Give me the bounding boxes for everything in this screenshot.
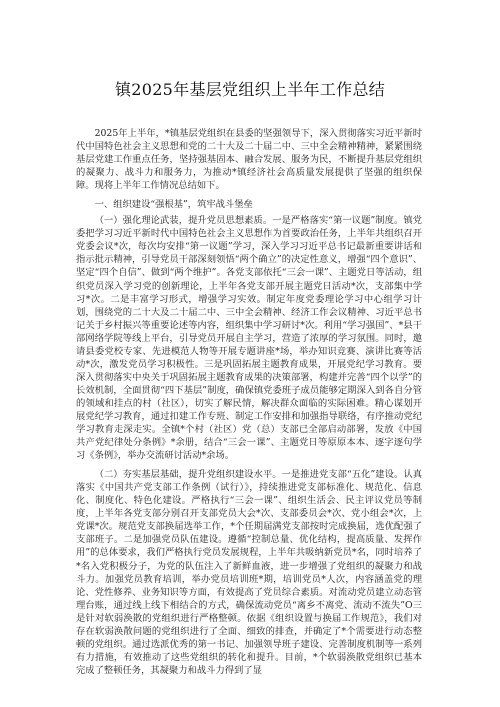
subsection-paragraph-1: （一）强化理论武装，提升党员思想素质。一是严格落实“第一议题”制度。镇党委把学习习近平新时代中国特色社会主义思想作为首要政治任务，上半年共组织召开党委会议*次，每次均安排“第一议题”学习，深入学习习近平总书记最新重要讲话和指示批示精神，引导党员干部深刻领悟“两个确立”的决定性意义，增强“四个意识”、坚定“四个自信”、做到“两个维护”。各党支部依托“三会一课”、主题党日等活动，组织党员深入学习党的创新理论，上半年各党支部开展主题党日活动*次，支部集中学习*次。二是丰富学习形式，增强学习实效。制定年度党委理论学习中心组学习计划，围绕党的二十大及二十届二中、三中全会精神、经济工作会议精神、习近平总书记关于乡村振兴等重要论述等内容，组织集中学习研讨*次。利用“学习强国”、*县干部网络学院等线上平台，引导党员开展自主学习，营造了浓厚的学习氛围。同时，邀请县委党校专家、先进模范人物等开展专题讲座*场，举办知识竞赛、演讲比赛等活动*次，激发党员学习积极性。三是巩固拓展主题教育成果，开展党纪学习教育。要深入贯彻落实中央关于巩固拓展主题教育成果的决策部署，构建并完善“四个以学”的长效机制，全面贯彻“四下基层”制度，确保镇党委班子成员能够定期深入到各自分管的领域和挂点的村（社区），切实了解民情，解决群众面临的实际困难。精心谋划开展党纪学习教育，通过扣建工作专班、制定工作安排和加强指导联络，有序推动党纪学习教育走深走实。全镇*个村（社区）党（总）支部已全部启动部署，发放《中国共产党纪律处分条例》*余册，结合“三会一课”、主题党日等原原本本、逐字逐句学习《条例》，举办交流研讨活动*余场。 xyxy=(76,215,422,462)
section-heading-1: 一、组织建设“强根基”，筑牢战斗堡垒 xyxy=(94,199,253,211)
document-body xyxy=(76,127,422,677)
subsection-paragraph-2: （二）夯实基层基础，提升党组织建设水平。一是推进党支部“五化”建设。认真落实《中国共产党支部工作条例（试行）》，持续推进党支部标准化、规范化、信息化、制度化、特色化建设。严格执行“三会一课”、组织生活会、民主评议党员等制度，上半年各党支部分别召开支部党员大会*次、支部委员会*次、党小组会*次，上党课*次。规范党支部换届选举工作，*个任期届满党支部按时完成换届，选优配强了支部班子。二是加强党员队伍建设。遵循“控制总量、优化结构，提高质量、发挥作用”的总体要求，我们严格执行党员发展规程，上半年共吸纳新党员*名，同时培养了*名入党积极分子，为党的队伍注入了新鲜血液，进一步增强了党组织的凝聚力和战斗力。加强党员教育培训，举办党员培训班*期，培训党员*人次，内容涵盖党的理论、党性修养、业务知识等方面，有效提高了党员综合素质。对流动党员建立动态管理台账，通过线上线下相结合的方式，确保流动党员“离乡不离党、流动不流失”O三是针对软弱涣散的党组织进行严格整顿。依据《组织设置与换届工作规范》，我们对存在软弱涣散问题的党组织进行了全面、细致的排查，并确定了*个需要进行动态整顿的党组织。通过选派优秀的第一书记、加强领导班子建设、完善制度机制等一系列有力措施，有效推动了这些党组织的转化和提升。目前，*个软弱涣散党组织已基本完成了整顿任务，其凝聚力和战斗力得到了显 xyxy=(76,469,422,676)
intro-paragraph: 2025年上半年，*镇基层党组织在县委的坚强领导下，深入贯彻落实习近平新时代中国特色社会主义思想和党的二十大及二十届二中、三中全会精神精神，紧紧围绕基层党建工作重点任务，坚持强基固本、融合发展、服务为民，不断提升基层党组织的凝聚力、战斗力和服务力，为推动*镇经济社会高质量发展提供了坚强的组织保障。现将上半年工作情况总结如下。 xyxy=(76,128,422,192)
document-title: 镇2025年基层党组织上半年工作总结 xyxy=(114,80,386,99)
